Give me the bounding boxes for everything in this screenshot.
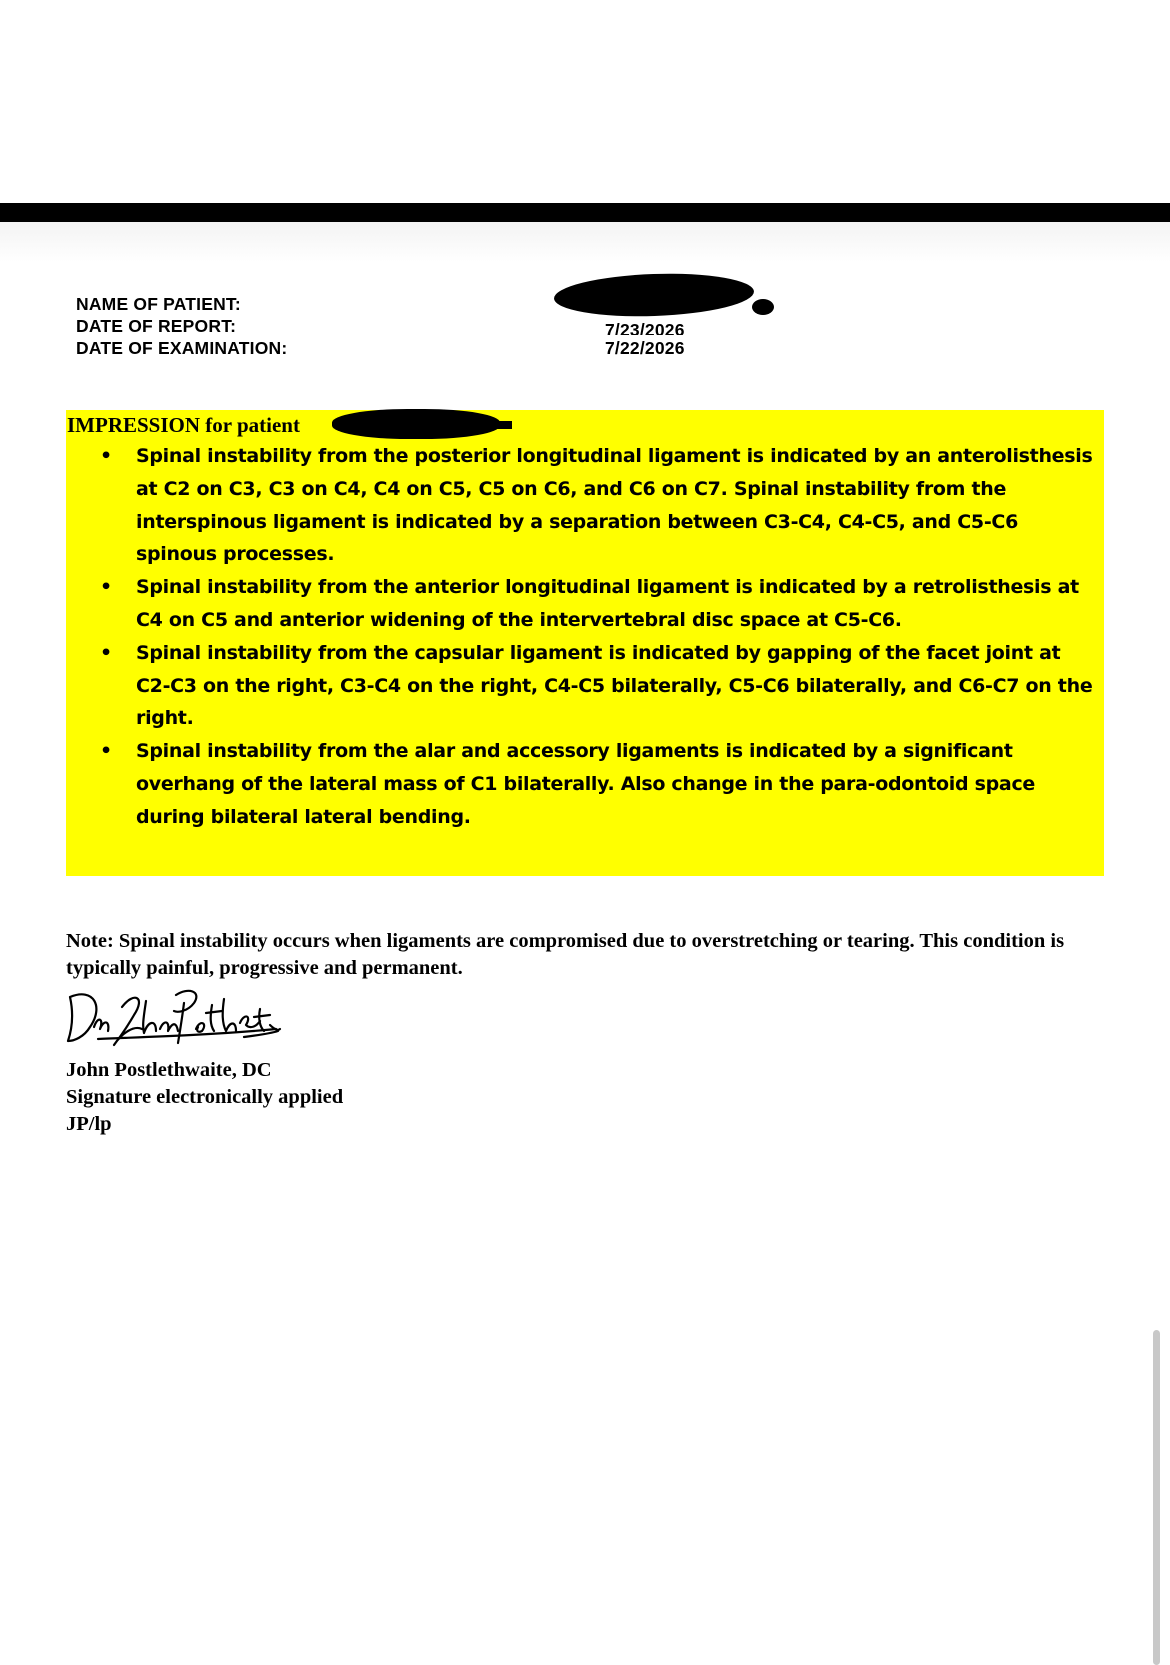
signature-block: [66, 1057, 343, 1138]
exam-date-label: DATE OF EXAMINATION:: [76, 338, 288, 358]
report-date-value: 7/23/2026: [605, 323, 685, 335]
impression-list: [66, 440, 1104, 834]
note-paragraph: Note: Spinal instability occurs when ligaments are compromised due to overstretching or tearing. This condition is typically painful, progressive and permanent.: [66, 930, 1065, 979]
bullet-icon: •: [100, 445, 112, 467]
exam-date-value: 7/22/2026: [605, 338, 685, 358]
scrollbar[interactable]: [1153, 1330, 1160, 1665]
redaction-mark: [496, 421, 512, 429]
list-item: [66, 440, 1104, 571]
exam-date-row: [76, 337, 1076, 359]
handwritten-signature: [64, 985, 289, 1053]
report-date-label: DATE OF REPORT:: [76, 316, 237, 336]
impression-section: [66, 410, 1104, 876]
list-item: [66, 571, 1104, 637]
bullet-icon: •: [100, 641, 112, 664]
list-item: [66, 637, 1104, 735]
patient-name-label: NAME OF PATIENT:: [76, 294, 241, 314]
report-date-row: [76, 315, 1076, 337]
page-top-band: [0, 222, 1170, 262]
list-item: [66, 735, 1104, 833]
redaction-mark: [332, 409, 500, 439]
impression-text: Spinal instability from the capsular ligament is indicated by gapping of the facet joint at C2-C3 on the right, C3-C4 on the right, C4-C5 bilaterally, C5-C6 bilaterally, and C6-C7 on the right.: [136, 641, 1093, 730]
bullet-icon: •: [100, 576, 112, 599]
redaction-mark: [752, 299, 774, 315]
signer-initials: JP/lp: [66, 1113, 112, 1135]
top-black-bar: [0, 203, 1170, 222]
impression-text: Spinal instability from the posterior longitudinal ligament is indicated by an anterolisthesis at C2 on C3, C3 on C4, C4 on C5, C5 on C6, and C6 on C7. Spinal instability from the interspinous ligament is indicated by a separation between C3-C4, C4-C5, and C5-C6 spinous processes.: [136, 445, 1093, 566]
signer-name: John Postlethwaite, DC: [66, 1059, 272, 1081]
impression-title: IMPRESSION for patient: [67, 413, 300, 437]
bullet-icon: •: [100, 740, 112, 763]
impression-text: Spinal instability from the anterior longitudinal ligament is indicated by a retrolisthesis at C4 on C5 and anterior widening of the intervertebral disc space at C5-C6.: [136, 576, 1079, 631]
impression-text: Spinal instability from the alar and accessory ligaments is indicated by a significant overhang of the lateral mass of C1 bilaterally. Also change in the para-odontoid space during bilateral lateral bending.: [136, 740, 1035, 828]
signature-applied-text: Signature electronically applied: [66, 1086, 344, 1108]
